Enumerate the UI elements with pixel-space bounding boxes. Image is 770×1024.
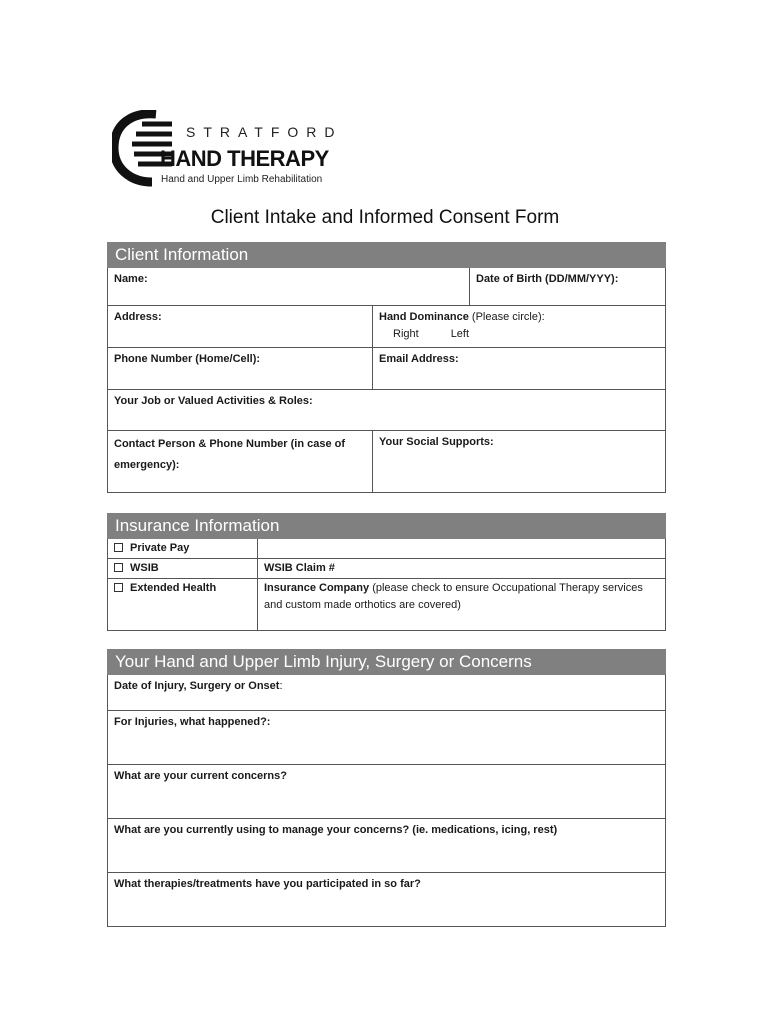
social-supports-field[interactable] xyxy=(373,431,666,493)
social-supports-label: Your Social Supports: xyxy=(379,436,494,448)
hand-dominance-field[interactable] xyxy=(373,306,666,348)
private-pay-option[interactable] xyxy=(108,539,258,559)
wsib-claim-field[interactable] xyxy=(258,559,666,579)
address-label: Address: xyxy=(114,311,162,323)
injury-concerns-table xyxy=(107,649,666,927)
therapies-field[interactable] xyxy=(108,873,666,927)
dob-label: Date of Birth (DD/MM/YYY): xyxy=(476,273,619,285)
insurance-information-heading: Insurance Information xyxy=(108,514,666,539)
insurance-company-field[interactable] xyxy=(258,579,666,631)
insurance-company-note: (please check to ensure Occupational Therapy services and custom made orthotics are covered) xyxy=(264,582,643,611)
dominance-right-option[interactable]: Right xyxy=(393,328,419,340)
wsib-option[interactable] xyxy=(108,559,258,579)
managing-concerns-field[interactable] xyxy=(108,819,666,873)
phone-field[interactable] xyxy=(108,348,373,390)
hand-dominance-label: Hand Dominance xyxy=(379,311,469,323)
job-activities-field[interactable] xyxy=(108,390,666,431)
injury-date-colon: : xyxy=(279,680,283,692)
injury-concerns-heading: Your Hand and Upper Limb Injury, Surgery or Concerns xyxy=(108,650,666,675)
hand-dominance-hint: (Please circle): xyxy=(471,311,545,323)
therapies-label: What therapies/treatments have you participated in so far? xyxy=(114,878,421,890)
wsib-claim-label: WSIB Claim # xyxy=(264,562,335,574)
extended-health-checkbox[interactable] xyxy=(114,583,123,592)
injury-date-field[interactable] xyxy=(108,675,666,711)
email-field[interactable] xyxy=(373,348,666,390)
private-pay-label: Private Pay xyxy=(130,542,190,554)
logo-brand-sub: Hand and Upper Limb Rehabilitation xyxy=(161,174,323,185)
client-information-table xyxy=(107,242,666,493)
private-pay-blank xyxy=(258,539,666,559)
phone-label: Phone Number (Home/Cell): xyxy=(114,353,261,365)
name-field[interactable] xyxy=(108,268,470,306)
wsib-label: WSIB xyxy=(130,562,159,574)
logo-brand-top: STRATFORD xyxy=(186,124,343,140)
emergency-contact-label: Contact Person & Phone Number (in case of emergency): xyxy=(114,438,346,471)
what-happened-label: For Injuries, what happened?: xyxy=(114,716,271,728)
private-pay-checkbox[interactable] xyxy=(114,543,123,552)
what-happened-field[interactable] xyxy=(108,711,666,765)
extended-health-option[interactable] xyxy=(108,579,258,631)
job-activities-label: Your Job or Valued Activities & Roles: xyxy=(114,395,313,407)
dob-field[interactable] xyxy=(470,268,666,306)
insurance-information-table xyxy=(107,513,666,631)
insurance-company-label: Insurance Company xyxy=(264,582,370,594)
extended-health-label: Extended Health xyxy=(130,582,217,594)
logo-brand-main: HAND THERAPY xyxy=(160,146,329,171)
managing-concerns-label: What are you currently using to manage your concerns? (ie. medications, icing, rest) xyxy=(114,824,558,836)
dominance-left-option[interactable]: Left xyxy=(450,328,470,340)
current-concerns-field[interactable] xyxy=(108,765,666,819)
clinic-logo xyxy=(112,110,372,190)
current-concerns-label: What are your current concerns? xyxy=(114,770,287,782)
email-label: Email Address: xyxy=(379,353,459,365)
injury-date-label: Date of Injury, Surgery or Onset xyxy=(114,680,280,692)
emergency-contact-field[interactable] xyxy=(108,431,373,493)
address-field[interactable] xyxy=(108,306,373,348)
name-label: Name: xyxy=(114,273,148,285)
wsib-checkbox[interactable] xyxy=(114,563,123,572)
form-title: Client Intake and Informed Consent Form xyxy=(210,207,560,228)
client-information-heading: Client Information xyxy=(108,243,666,268)
